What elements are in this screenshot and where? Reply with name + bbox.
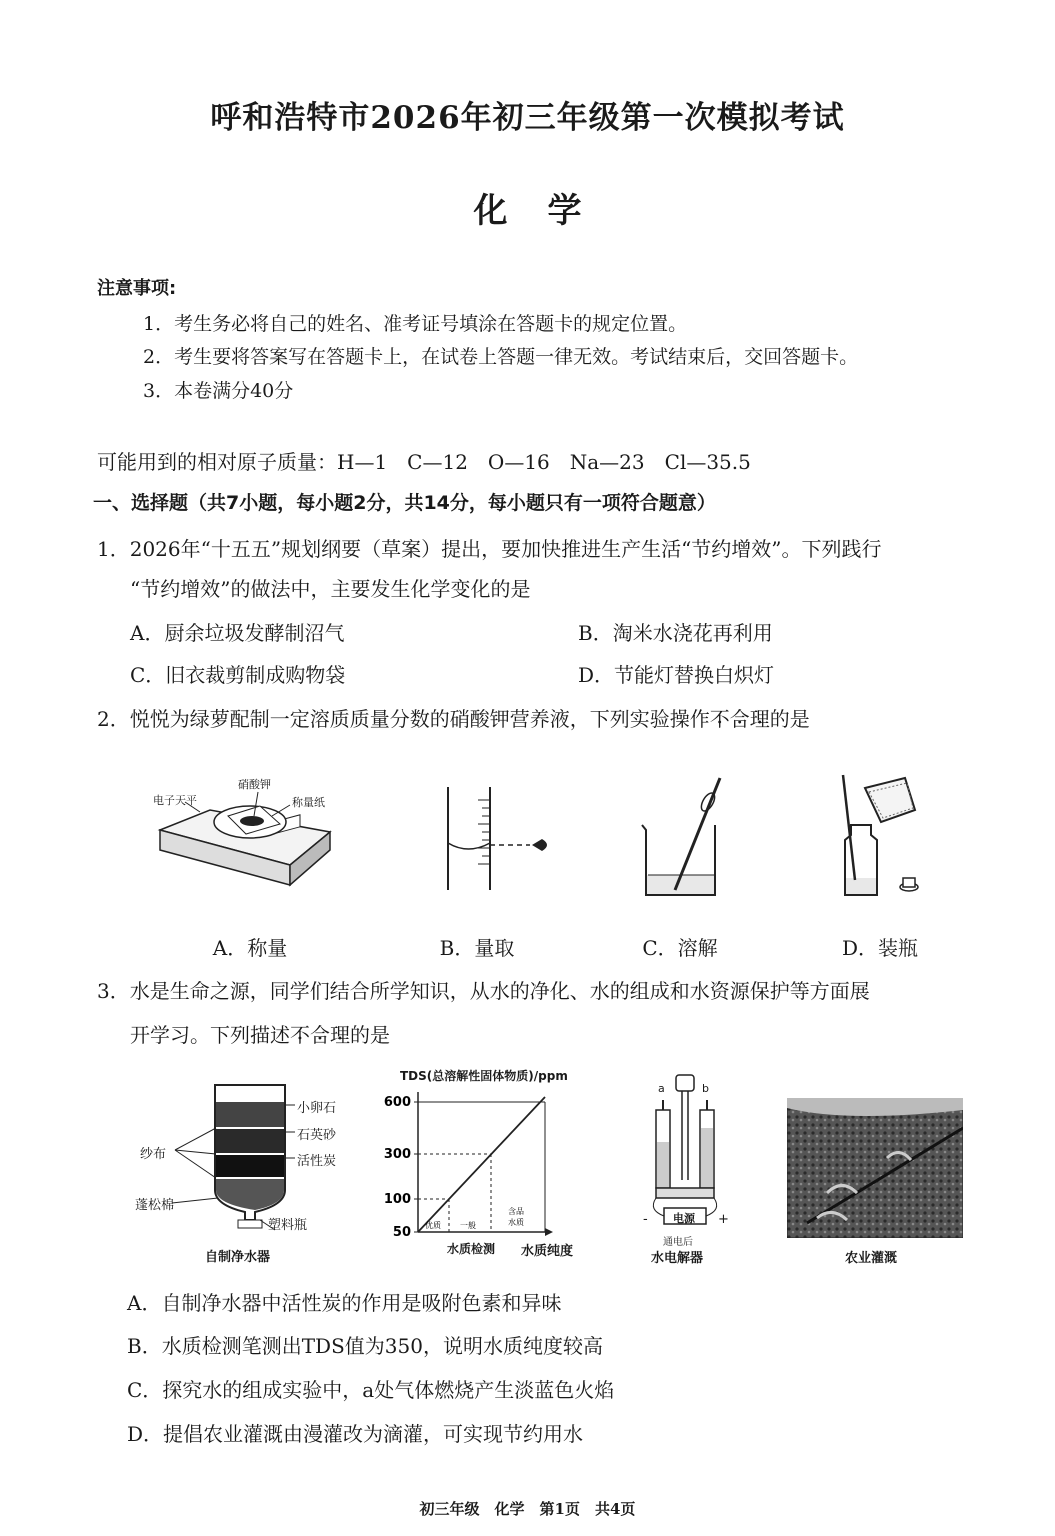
glass-rod <box>675 778 720 890</box>
q1-option-a: A．厨余垃圾发酵制沼气 <box>130 621 345 645</box>
dissolve-figure <box>630 770 740 900</box>
section-heading: 一、选择题（共7小题，每小题2分，共14分，每小题只有一项符合题意） <box>93 492 716 514</box>
purifier-label-carbon: 活性炭 <box>297 1154 337 1169</box>
chart-ylabel: TDS(总溶解性固体物质)/ppm <box>400 1069 568 1083</box>
layer-sand <box>216 1129 284 1153</box>
q3-option-b: B．水质检测笔测出TDS值为350，说明水质纯度较高 <box>127 1334 603 1358</box>
q3-emphasis-2: 合 • <box>310 1023 330 1047</box>
label-balance: 电子天平 <box>153 794 197 807</box>
hand-ring <box>699 791 718 813</box>
q3-option-c: C．探究水的组成实验中，a处气体燃烧产生淡蓝色火焰 <box>127 1378 615 1402</box>
q3-emphasis-3: 理 • <box>330 1023 350 1047</box>
q2-emphasis-1: 不 • <box>710 707 730 731</box>
base-tube <box>656 1188 714 1198</box>
q2-caption-c: C．溶解 <box>642 936 718 960</box>
cylinder-scale <box>478 800 490 864</box>
q1-stem-line1: 1．2026年“十五五”规划纲要（草案）提出，要加快推进生产生活“节约增效”。下列践行 <box>97 537 882 561</box>
salt-pile <box>240 816 264 826</box>
electrolysis-caption: 水电解器 <box>651 1251 704 1266</box>
purifier-caption: 自制净水器 <box>205 1250 271 1265</box>
q2-caption-a: A．称量 <box>212 936 288 960</box>
q3-option-a: A．自制净水器中活性炭的作用是吸附色素和异味 <box>127 1291 562 1315</box>
label-paper: 称量纸 <box>292 796 325 809</box>
chart-region-2: 一般 <box>460 1221 476 1230</box>
chart-ytick-100: 100 <box>383 1192 411 1207</box>
electrolysis-label-a: a <box>658 1082 665 1095</box>
chart-region-4: 水质 <box>508 1218 524 1227</box>
chart-series-line <box>418 1097 545 1232</box>
q2-stem-pre: 2．悦悦为绿萝配制一定溶质质量分数的硝酸钾营养液，下列实验操作 <box>97 707 710 731</box>
purifier-cap <box>238 1220 262 1228</box>
bottle-liquid <box>846 878 876 894</box>
subject-title: 化学 <box>473 191 622 231</box>
notice-item-3: 3．本卷满分40分 <box>143 380 294 402</box>
atomic-masses: 可能用到的相对原子质量：H—1 C—12 O—16 Na—23 Cl—35.5 <box>97 450 751 474</box>
wire-left <box>653 1198 664 1216</box>
electrolysis-note: 通电后 <box>663 1237 693 1248</box>
electrolysis-label-b: b <box>702 1082 709 1095</box>
chart-xlabel-left: 水质检测 <box>447 1242 496 1256</box>
layer-carbon <box>216 1155 284 1177</box>
q2-emphasis-3: 理 • <box>750 707 770 731</box>
purifier-label-pebbles: 小卵石 <box>297 1101 337 1116</box>
irrigation-field <box>787 1098 963 1238</box>
chart-region-1: 优质 <box>425 1221 441 1230</box>
q2-stem <box>97 703 810 732</box>
q3-emphasis-1: 不 • <box>290 1023 310 1047</box>
chart-y-ticks <box>384 1095 418 1240</box>
q2-stem-post: 的是 <box>769 707 810 731</box>
funnel <box>676 1075 694 1091</box>
q2-caption-d: D．装瓶 <box>841 936 919 960</box>
chart-ytick-50: 50 <box>392 1225 411 1240</box>
purifier-label-gauze: 纱布 <box>140 1147 167 1162</box>
q2-emphasis-2: 合 • <box>730 707 750 731</box>
bottling-figure <box>825 770 935 900</box>
electrolysis-label-source: 电源 <box>673 1212 695 1225</box>
purifier-label-sand: 石英砂 <box>297 1128 337 1143</box>
electrolysis-plus: + <box>718 1212 729 1227</box>
exam-title: 呼和浩特市2026年初三年级第一次模拟考试 <box>210 100 845 136</box>
irrigation-caption: 农业灌溉 <box>845 1251 898 1266</box>
chart-ytick-600: 600 <box>383 1095 411 1110</box>
cylinder-figure <box>430 785 560 895</box>
chart-region-3: 含品 <box>508 1207 524 1216</box>
wire-right <box>706 1198 717 1216</box>
chart-ytick-300: 300 <box>383 1147 411 1162</box>
water-b <box>701 1128 713 1187</box>
purifier-label-bottle: 塑料瓶 <box>268 1218 308 1233</box>
water-a <box>657 1142 669 1187</box>
q1-option-c: C．旧衣裁剪制成购物袋 <box>130 663 346 687</box>
notice-heading: 注意事项: <box>97 278 177 299</box>
irrigation-photo <box>787 1098 963 1238</box>
notice-item-1: 1．考生务必将自己的姓名、准考证号填涂在答题卡的规定位置。 <box>143 313 688 335</box>
tds-chart <box>375 1082 600 1247</box>
q3-stem-post: 的是 <box>350 1023 390 1047</box>
notice-item-2: 2．考生要将答案写在答题卡上，在试卷上答题一律无效。考试结束后，交回答题卡。 <box>143 346 859 368</box>
q1-option-b: B．淘米水浇花再利用 <box>578 621 773 645</box>
chart-xlabel-right: 水质纯度 <box>521 1244 574 1259</box>
q3-option-d: D．提倡农业灌溉由漫灌改为滴灌，可实现节约用水 <box>127 1422 584 1446</box>
q1-stem-line2: “节约增效”的做法中，主要发生化学变化的是 <box>130 577 531 601</box>
q1-option-d: D．节能灯替换白炽灯 <box>578 663 775 687</box>
layer-pebbles <box>216 1102 284 1127</box>
q3-stem-line1: 3．水是生命之源，同学们结合所学知识，从水的净化、水的组成和水资源保护等方面展 <box>97 979 870 1003</box>
q2-caption-b: B．量取 <box>439 936 515 960</box>
electrolysis-minus: - <box>643 1212 648 1227</box>
q3-stem-line2 <box>130 1019 390 1048</box>
page-footer: 初三年级 化学 第1页 共4页 <box>419 1500 636 1518</box>
q3-stem-pre: 开学习。下列描述 <box>130 1023 290 1047</box>
label-salt: 硝酸钾 <box>238 778 271 791</box>
purifier-label-cotton: 蓬松棉 <box>135 1198 175 1213</box>
chart-x-arrow <box>545 1228 553 1236</box>
eye-icon <box>532 839 547 851</box>
stopper-top <box>903 878 915 887</box>
